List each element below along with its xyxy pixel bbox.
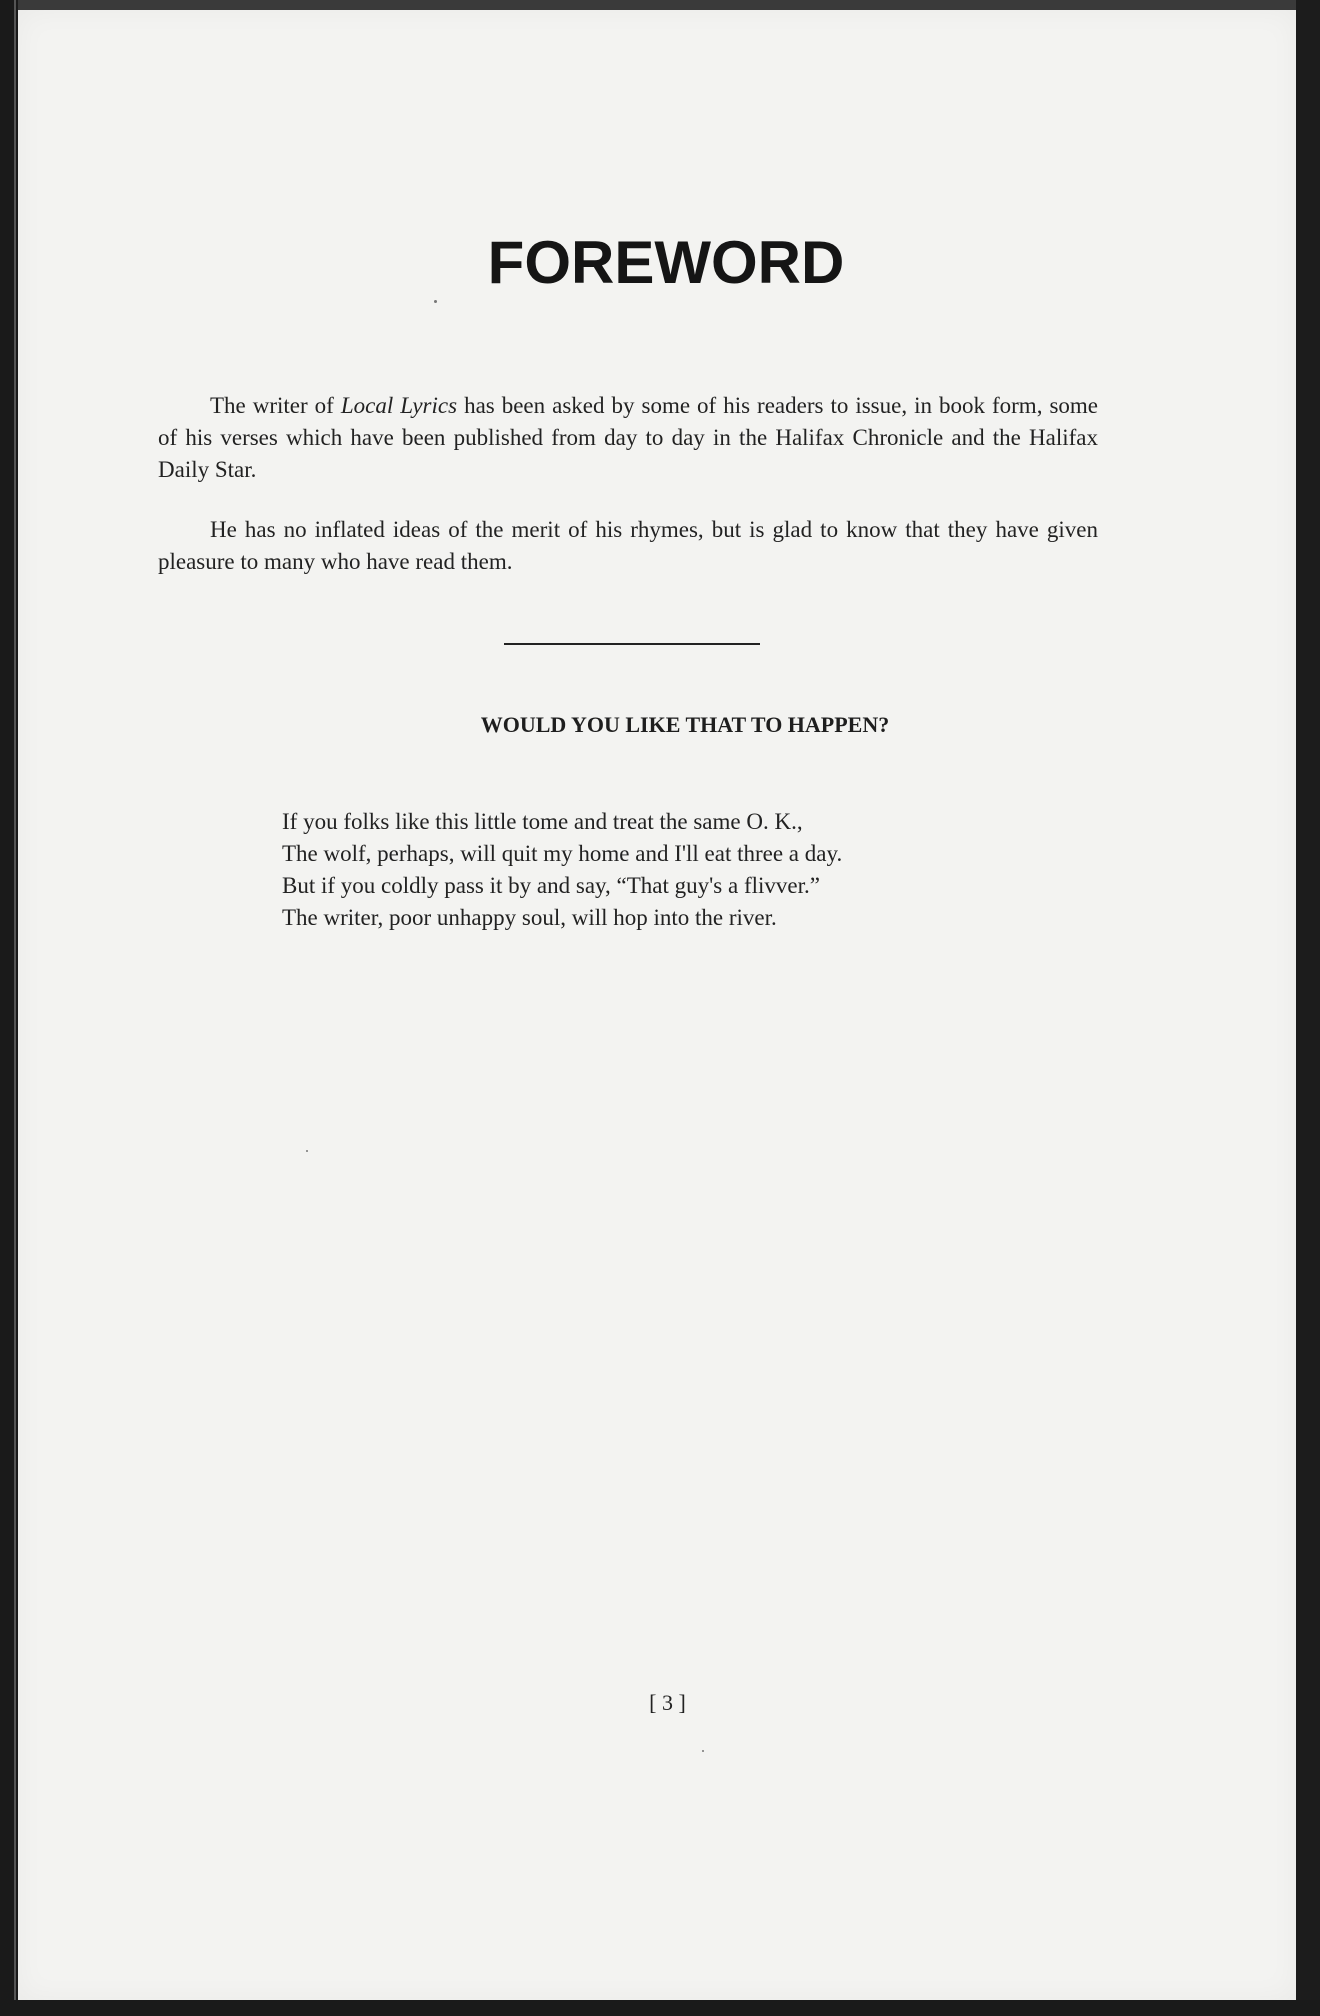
poem-line: The wolf, perhaps, will quit my home and I'll eat three a day. — [282, 841, 843, 866]
section-divider — [504, 643, 760, 645]
foreword-paragraph-2 — [158, 514, 1098, 578]
scan-bottom-edge — [0, 2000, 1320, 2016]
poem-line: The writer, poor unhappy soul, will hop into the river. — [282, 905, 777, 930]
paragraph-text: The writer of Local Lyrics has been asked by some of his readers to issue, in book form, some of his verses which have been published from day to day in the Halifax Chronicle and the Halifax Daily Star. — [158, 393, 1098, 482]
foreword-paragraph-1 — [158, 390, 1098, 486]
poem-line: But if you coldly pass it by and say, “That guy's a flivver.” — [282, 873, 820, 898]
page-title: FOREWORD — [487, 229, 845, 296]
scan-top-edge — [0, 0, 1320, 10]
book-title-italic: Local Lyrics — [340, 393, 458, 418]
paragraph-text: He has no inflated ideas of the merit of his rhymes, but is glad to know that they have given pleasure to many who have read them. — [158, 517, 1098, 574]
print-speck — [434, 300, 437, 303]
print-speck — [702, 1750, 704, 1752]
poem-stanza — [282, 806, 842, 934]
poem-line: If you folks like this little tome and treat the same O. K., — [282, 809, 803, 834]
poem-title: WOULD YOU LIKE THAT TO HAPPEN? — [480, 712, 890, 737]
print-speck — [306, 1150, 308, 1152]
page-number: [ 3 ] — [649, 1690, 686, 1715]
